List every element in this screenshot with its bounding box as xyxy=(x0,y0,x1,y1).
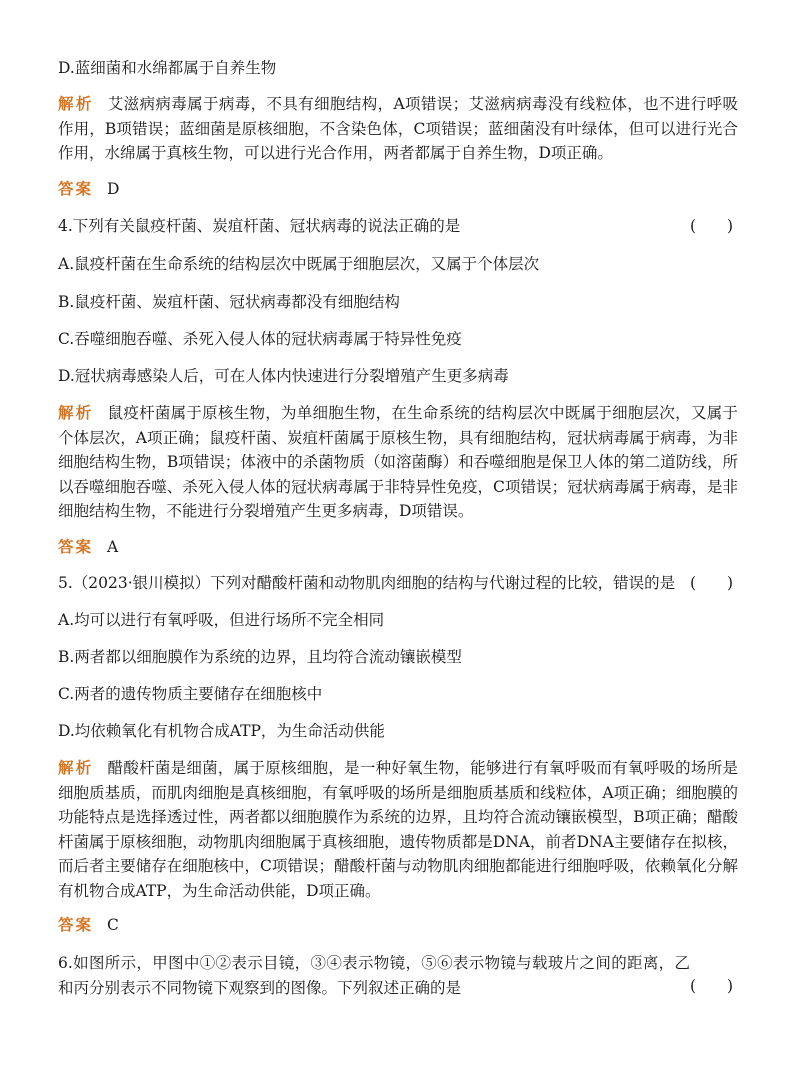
q5-option-b: B.两者都以细胞膜作为系统的边界，且均符合流动镶嵌模型 xyxy=(58,648,462,666)
q4-analysis xyxy=(58,401,738,524)
q5-analysis xyxy=(58,756,738,903)
analysis-label: 解析 xyxy=(58,403,94,422)
answer-label: 答案 xyxy=(58,179,94,198)
q5-answer-blank: ( ) xyxy=(690,574,734,592)
q5-option-d: D.均依赖氧化有机物合成ATP，为生命活动供能 xyxy=(58,722,385,740)
q3-analysis xyxy=(58,92,738,166)
q4-option-d: D.冠状病毒感染人后，可在人体内快速进行分裂增殖产生更多病毒 xyxy=(58,367,509,385)
q6-stem: 6.如图所示，甲图中①②表示目镜，③④表示物镜，⑤⑥表示物镜与载玻片之间的距离，乙和丙分别表示不同物镜下观察到的图像。下列叙述正确的是 xyxy=(58,954,690,997)
q4-option-a: A.鼠疫杆菌在生命系统的结构层次中既属于细胞层次，又属于个体层次 xyxy=(58,255,540,273)
q3-answer-value: D xyxy=(107,180,120,198)
q4-answer xyxy=(58,536,118,558)
q4-stem: 4.下列有关鼠疫杆菌、炭疽杆菌、冠状病毒的说法正确的是 xyxy=(58,217,461,235)
analysis-label: 解析 xyxy=(58,758,94,777)
q4-answer-value: A xyxy=(107,538,119,556)
q3-option-d: D.蓝细菌和水绵都属于自养生物 xyxy=(58,59,277,77)
q4-answer-blank: ( ) xyxy=(690,217,734,235)
q3-analysis-text: 艾滋病病毒属于病毒，不具有细胞结构，A项错误；艾滋病病毒没有线粒体，也不进行呼吸作用，B项错误；蓝细菌是原核细胞，不含染色体，C项错误；蓝细菌没有叶绿体，但可以进行光合作用，水绵属于真核生物，可以进行光合作用，两者都属于自养生物，D项正确。 xyxy=(58,95,738,162)
q5-option-c: C.两者的遗传物质主要储存在细胞核中 xyxy=(58,685,323,703)
q4-option-b: B.鼠疫杆菌、炭疽杆菌、冠状病毒都没有细胞结构 xyxy=(58,293,400,311)
answer-label: 答案 xyxy=(58,537,94,556)
q3-answer xyxy=(58,178,119,200)
analysis-label: 解析 xyxy=(58,94,94,113)
q4-option-c: C.吞噬细胞吞噬、杀死入侵人体的冠状病毒属于特异性免疫 xyxy=(58,330,462,348)
answer-label: 答案 xyxy=(58,915,94,934)
q6-answer-blank: ( ) xyxy=(690,977,734,995)
q4-analysis-text: 鼠疫杆菌属于原核生物，为单细胞生物，在生命系统的结构层次中既属于细胞层次，又属于个体层次，A项正确；鼠疫杆菌、炭疽杆菌属于原核生物，具有细胞结构，冠状病毒属于病毒，为非细胞结构生物，B项错误；体液中的杀菌物质（如溶菌酶）和吞噬细胞是保卫人体的第二道防线，所以吞噬细胞吞噬、杀死入侵人体的冠状病毒属于非特异性免疫，C项错误；冠状病毒属于病毒，是非细胞结构生物，不能进行分裂增殖产生更多病毒，D项错误。 xyxy=(58,404,738,520)
q5-answer xyxy=(58,914,119,936)
q5-analysis-text: 醋酸杆菌是细菌，属于原核细胞，是一种好氧生物，能够进行有氧呼吸而有氧呼吸的场所是细胞质基质，而肌肉细胞是真核细胞，有氧呼吸的场所是细胞质基质和线粒体，A项正确；细胞膜的功能特点是选择透过性，两者都以细胞膜作为系统的边界，且均符合流动镶嵌模型，B项正确；醋酸杆菌属于原核细胞，动物肌肉细胞属于真核细胞，遗传物质都是DNA，前者DNA主要储存在拟核，而后者主要储存在细胞核中，C项错误；醋酸杆菌与动物肌肉细胞都能进行细胞呼吸，依赖氧化分解有机物合成ATP，为生命活动供能，D项正确。 xyxy=(58,759,738,900)
q5-answer-value: C xyxy=(107,916,119,934)
q5-option-a: A.均可以进行有氧呼吸，但进行场所不完全相同 xyxy=(58,611,385,629)
q5-stem: 5.（2023·银川模拟）下列对醋酸杆菌和动物肌肉细胞的结构与代谢过程的比较，错误的是 xyxy=(58,574,676,592)
